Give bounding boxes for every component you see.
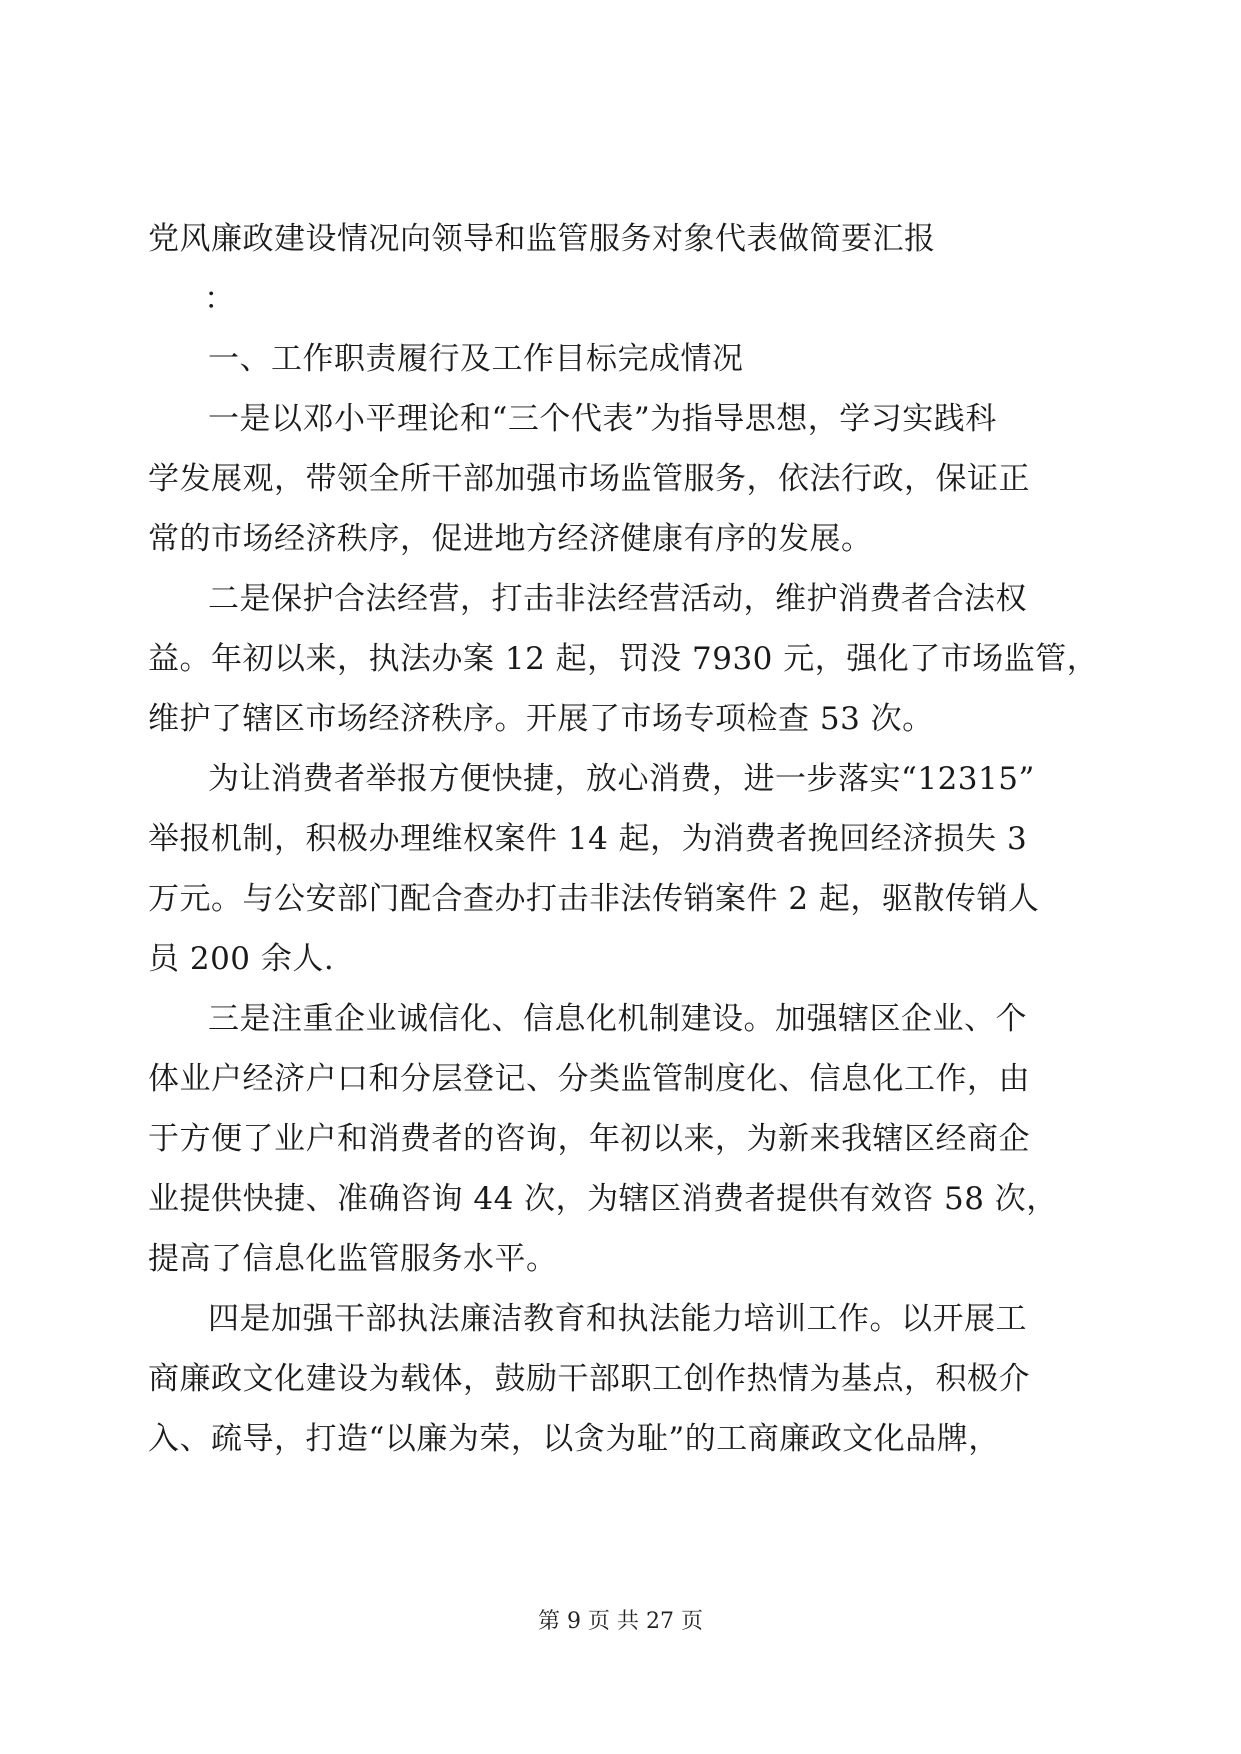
- paragraph-line: 入、疏导，打造“以廉为荣，以贪为耻”的工商廉政文化品牌，: [148, 1421, 1000, 1457]
- paragraph-line: 益。年初以来，执法办案 12 起，罚没 7930 元，强化了市场监管，: [148, 641, 1099, 677]
- paragraph-line: 常的市场经济秩序，促进地方经济健康有序的发展。: [148, 521, 873, 557]
- paragraph-line: 举报机制，积极办理维权案件 14 起，为消费者挽回经济损失 3: [148, 821, 1028, 857]
- paragraph-line: 维护了辖区市场经济秩序。开展了市场专项检查 53 次。: [148, 701, 934, 737]
- paragraph-line: 于方便了业户和消费者的咨询，年初以来，为新来我辖区经商企: [148, 1121, 1030, 1157]
- paragraph-line: 二是保护合法经营，打击非法经营活动，维护消费者合法权: [208, 581, 1027, 617]
- paragraph-line: 四是加强干部执法廉洁教育和执法能力培训工作。以开展工: [208, 1301, 1027, 1337]
- paragraph-line: 商廉政文化建设为载体，鼓励干部职工创作热情为基点，积极介: [148, 1361, 1030, 1397]
- paragraph-line: 体业户经济户口和分层登记、分类监管制度化、信息化工作，由: [148, 1061, 1030, 1097]
- paragraph-line: 业提供快捷、准确咨询 44 次，为辖区消费者提供有效咨 58 次，: [148, 1181, 1058, 1217]
- paragraph-line: 提高了信息化监管服务水平。: [148, 1241, 558, 1277]
- page-footer: 第 9 页 共 27 页: [538, 1609, 703, 1634]
- paragraph-line: 员 200 余人.: [148, 941, 335, 977]
- paragraph-line: 一是以邓小平理论和“三个代表”为指导思想，学习实践科: [208, 401, 997, 437]
- paragraph-line: 学发展观，带领全所干部加强市场监管服务，依法行政，保证正: [148, 461, 1030, 497]
- paragraph-line: 万元。与公安部门配合查办打击非法传销案件 2 起，驱散传销人: [148, 881, 1040, 917]
- document-title: 党风廉政建设情况向领导和监管服务对象代表做简要汇报: [148, 221, 936, 257]
- colon-line: ：: [204, 281, 236, 317]
- paragraph-line: 为让消费者举报方便快捷，放心消费，进一步落实“12315”: [208, 761, 1035, 797]
- paragraph-line: 三是注重企业诚信化、信息化机制建设。加强辖区企业、个: [208, 1001, 1027, 1037]
- section-heading: 一、工作职责履行及工作目标完成情况: [208, 341, 744, 377]
